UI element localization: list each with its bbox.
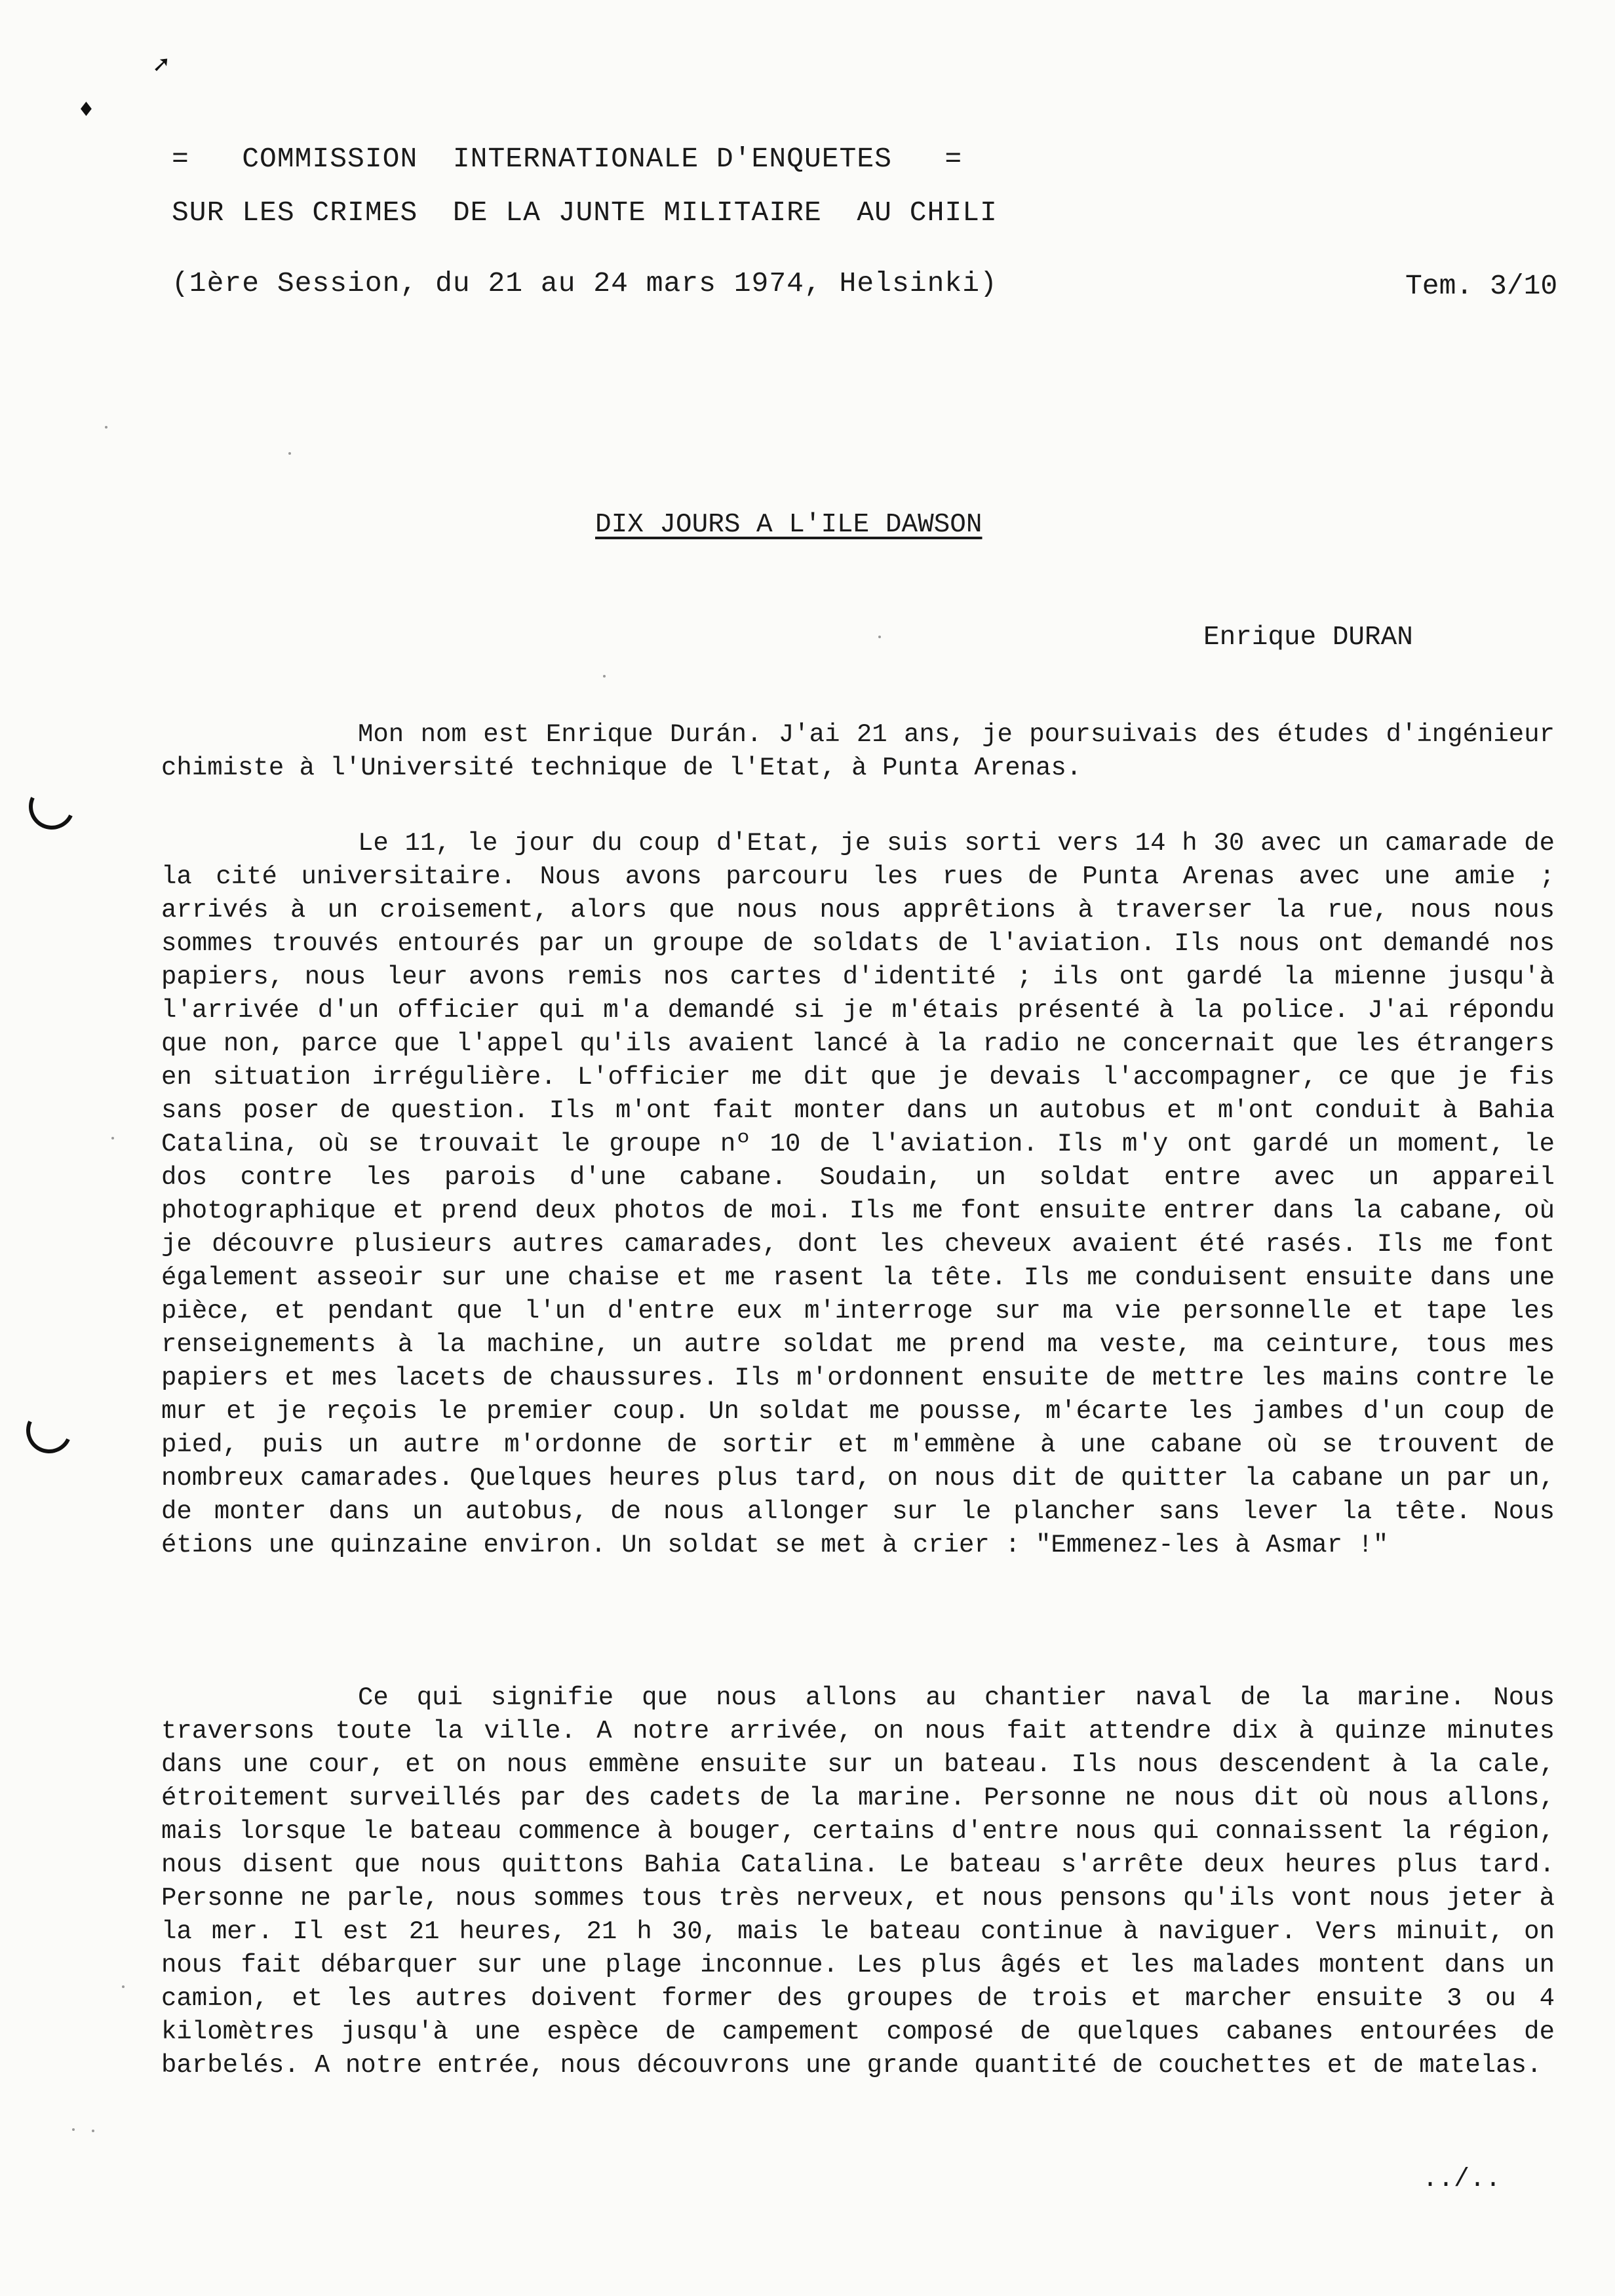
scan-speck: [105, 426, 107, 429]
punch-hole: [20, 1401, 79, 1460]
paragraph: Le 11, le jour du coup d'Etat, je suis sorti vers 14 h 30 avec un camarade de la cité universitaire. Nous avons parcouru les rues de Punta Arenas avec une amie ; arrivés à un croisement, alors que nous nous apprêtions à traverser la rue, nous nous sommes trouvés entourés par un groupe de soldats de l'aviation. Ils nous ont demandé nos papiers, nous leur avons remis nos cartes d'identité ; ils ont gardé la mienne jusqu'à l'arrivée d'un officier qui m'a demandé si je m'étais présenté à la police. J'ai répondu que non, parce que l'appel qu'ils avaient lancé à la radio ne concernait que les étrangers en situation irrégulière. L'officier me dit que je devais l'accompagner, ce que je fis sans poser de question. Ils m'ont fait monter dans un autobus et m'ont conduit à Bahia Catalina, où se trouvait le groupe nº 10 de l'aviation. Ils m'y ont gardé un moment, le dos contre les parois d'une cabane. Soudain, un soldat entre avec un appareil photographique et prend deux photos de moi. Ils me font ensuite entrer dans la cabane, où je découvre plusieurs autres camarades, dont les cheveux avaient été rasés. Ils me font également asseoir sur une chaise et me rasent la tête. Ils me conduisent ensuite dans une pièce, et pendant que l'un d'entre eux m'interroge sur ma vie personnelle et tape les renseignements à la machine, un autre soldat me prend ma veste, ma ceinture, tous mes papiers et mes lacets de chaussures. Ils m'ordonnent ensuite de mettre les mains contre le mur et je reçois le premier coup. Un soldat me pousse, m'écarte les jambes d'un coup de pied, puis un autre m'ordonne de sortir et m'emmène à une cabane où se trouvent de nombreux camarades. Quelques heures plus tard, on nous dit de quitter la cabane un par un, de monter dans un autobus, de nous allonger sur le plancher sans lever la tête. Nous étions une quinzaine environ. Un soldat se met à crier : "Emmenez-les à Asmar !": [161, 829, 1555, 1559]
scan-speck: [92, 2130, 94, 2132]
header-subject: SUR LES CRIMES DE LA JUNTE MILITAIRE AU CHILI: [172, 197, 998, 229]
paragraph: Ce qui signifie que nous allons au chantier naval de la marine. Nous traversons toute la ville. A notre arrivée, on nous fait attendre dix à quinze minutes dans une cour, et on nous emmène ensuite sur un bateau. Ils nous descendent à la cale, étroitement surveillés par des cadets de la marine. Personne ne nous dit où nous allons, mais lorsque le bateau commence à bouger, certains d'entre nous qui connaissent la région, nous disent que nous quittons Bahia Catalina. Le bateau s'arrête deux heures plus tard. Personne ne parle, nous sommes tous très nerveux, et nous pensons qu'ils vont nous jeter à la mer. Il est 21 heures, 21 h 30, mais le bateau continue à naviguer. Vers minuit, on nous fait débarquer sur une plage inconnue. Les plus âgés et les malades montent dans un camion, et les autres doivent former des groupes de trois et marcher ensuite 3 ou 4 kilomètres jusqu'à une espèce de campement composé de quelques cabanes entourées de barbelés. A notre entrée, nous découvrons une grande quantité de couchettes et de matelas.: [161, 1683, 1555, 2080]
paragraph: Mon nom est Enrique Durán. J'ai 21 ans, je poursuivais des études d'ingénieur chimiste à l'Université technique de l'Etat, à Punta Arenas.: [161, 720, 1555, 782]
punch-hole: [22, 777, 81, 836]
header-commission: = COMMISSION INTERNATIONALE D'ENQUETES =: [172, 143, 963, 175]
ink-mark: ➚: [152, 51, 171, 77]
continued-marker: ../..: [1422, 2165, 1502, 2194]
scan-speck: [603, 675, 606, 678]
ink-mark: ♦: [77, 98, 95, 121]
scan-speck: [111, 1137, 114, 1139]
author-name: Enrique DURAN: [1203, 622, 1413, 653]
document-title: DIX JOURS A L'ILE DAWSON: [595, 510, 983, 540]
header-session: (1ère Session, du 21 au 24 mars 1974, Helsinki): [172, 267, 998, 299]
scan-speck: [122, 1985, 125, 1988]
scan-speck: [878, 636, 881, 638]
scan-speck: [288, 452, 291, 455]
document-reference: Tem. 3/10: [1405, 270, 1558, 302]
scan-speck: [72, 2128, 75, 2131]
